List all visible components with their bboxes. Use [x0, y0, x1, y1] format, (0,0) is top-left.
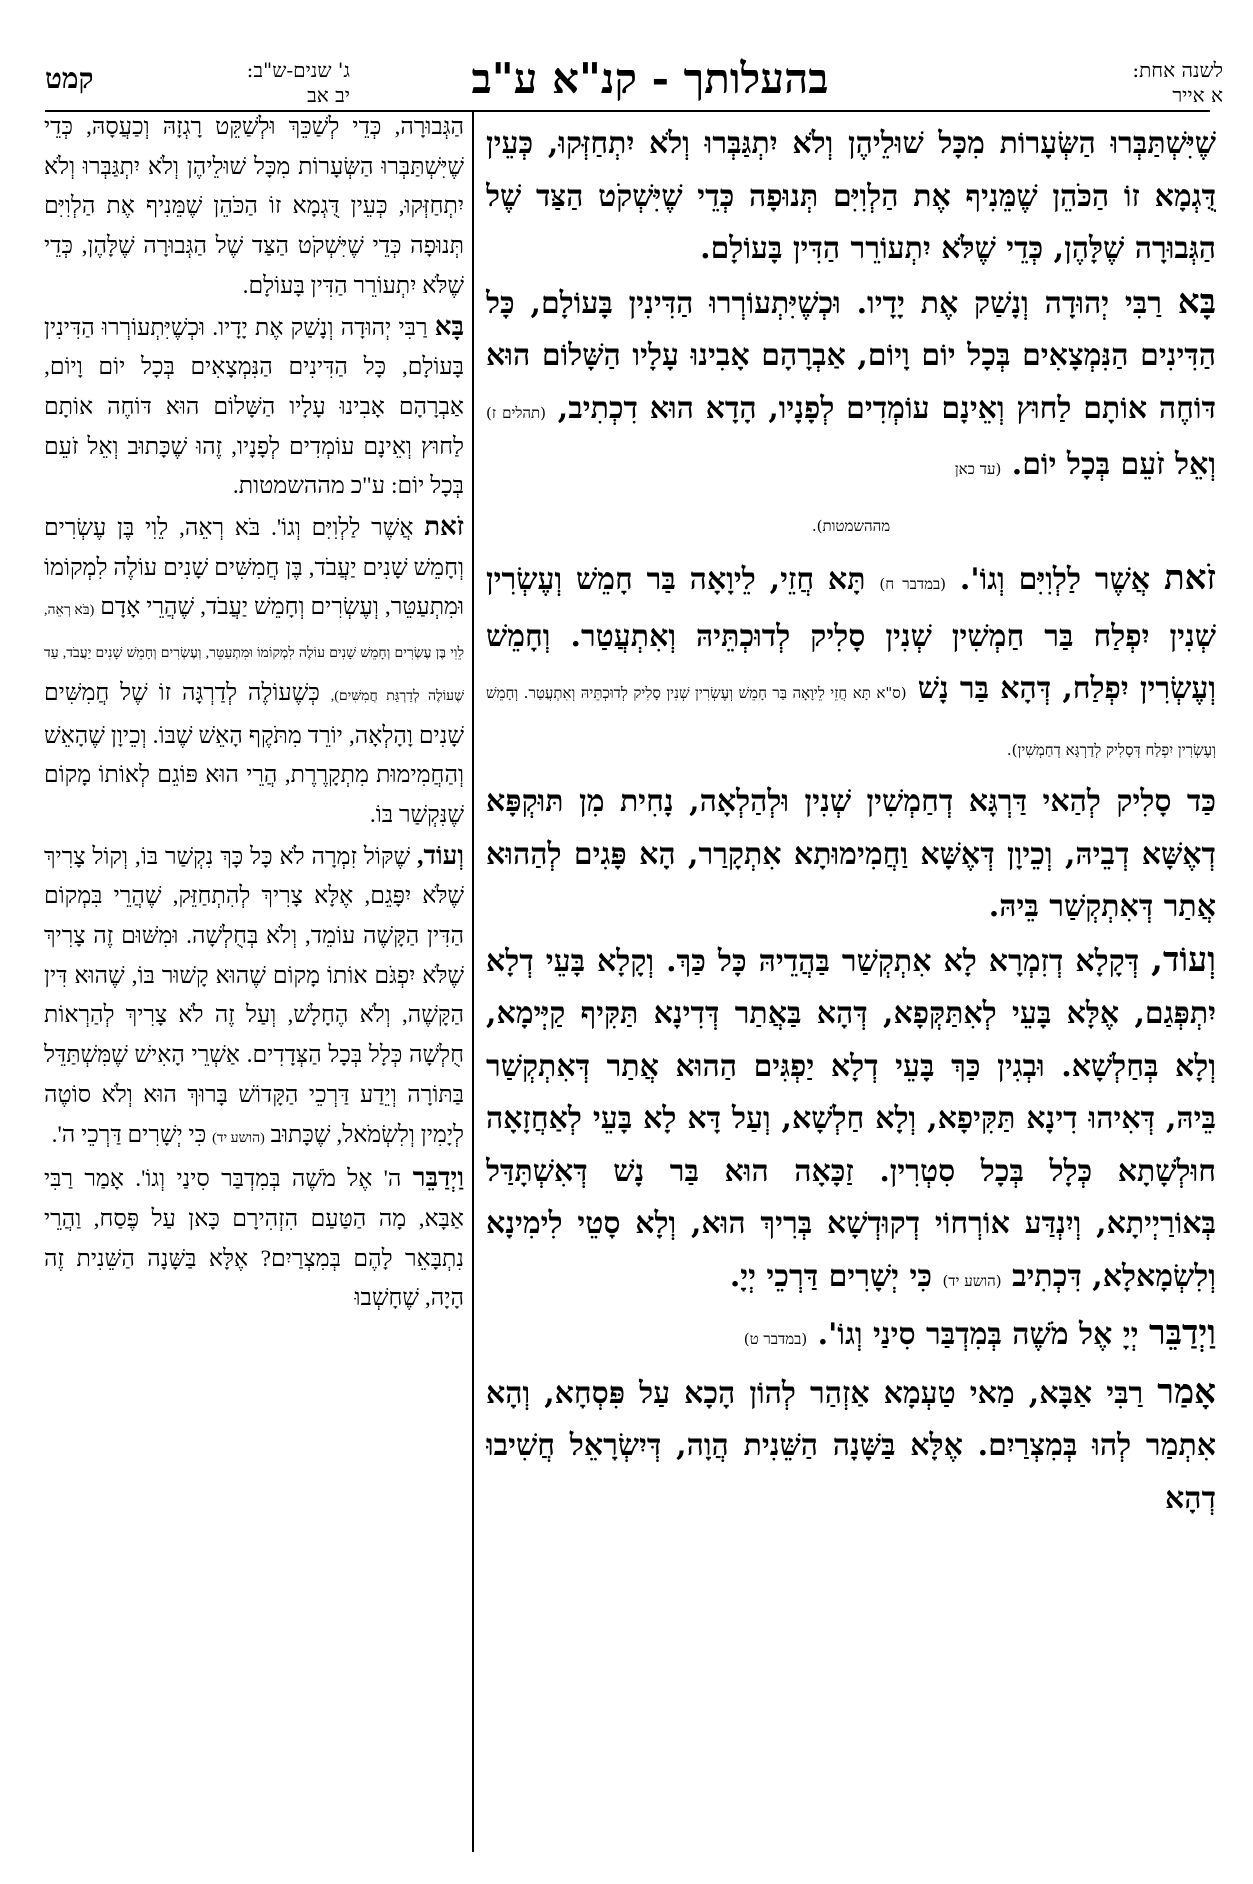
lead-word: וְעוֹד,	[416, 840, 464, 870]
verse-reference: (במדבר ט)	[743, 1330, 808, 1348]
translation-paragraph-4: וְעוֹד, שֶׁקּוֹל זִמְרָה לֹא כָּל כָּךְ נִקְשַׁר בּוֹ, וְקוֹל צָרִיךְ שֶׁלֹּא יִפָּגֵם, אֶלָּא צָרִיךְ לְהִתְחַזֵּק, שֶׁהֲרֵי בִּמְקוֹם הַדִּין הַקָּשֶׁה עוֹמֵד, וְלֹא בְּחֻלְשָׁה. וּמִשּׁוּם זֶה צָרִיךְ שֶׁלֹּא יִפְגֹּם אוֹתוֹ מָקוֹם שֶׁהוּא קָשׁוּר בּוֹ, שֶׁהוּא דִּין הַקָּשֶׁה, וְלֹא הֶחָלָשׁ, וְעַל זֶה לֹא צָרִיךְ לְהַרְאוֹת חֻלְשָׁה כְּלָל בְּכָל הַצְּדָדִים. אַשְׁרֵי הָאִישׁ שֶׁמִּשְׁתַּדֵּל בַּתּוֹרָה וְיֵדַע דַּרְכֵי הַקָּדוֹשׁ בָּרוּךְ הוּא וְלֹא סוֹטֶה לְיָמִין וְלִשְׂמֹאל, שֶׁכָּתוּב (הושע יד) כִּי יְשָׁרִים דַּרְכֵי ה'.	[44, 840, 464, 1148]
translation-paragraph-1: הַגְּבוּרָה, כְּדֵי לְשַׁכֵּךְ וּלְשַׁקֵּט רָגְזָהּ וְכַעֲסָהּ, כְּדֵי שֶׁיִּשְׁתַּבְּרוּ הַשְּׂעָרוֹת מִכָּל שׁוּלֵיהֶן וְלֹא יִתְגַּבְּרוּ וְלֹא יִתְחַזְּקוּ, כְּעֵין דֻּגְמָא זוֹ הַכֹּהֵן שֶׁמֵּנִיף אֶת הַלְוִיִּם תְּנוּפָה כְּדֵי שֶׁיִּשְׁקֹט הַצַּד שֶׁל הַגְּבוּרָה שֶׁלָּהֶן, כְּדֵי שֶׁלֹּא יִתְעוֹרֵר הַדִּין בָּעוֹלָם.	[44, 114, 464, 299]
translation-column	[44, 108, 464, 1853]
lead-word: זֹאת	[1163, 558, 1216, 598]
schedule-date-3y: יב אב	[307, 83, 350, 107]
main-paragraph-5: וְעוֹד, דְּקָלָא דְזִמְרָא לָא אִתְקְשַׁר בַּהֲדֵיהּ כָּל כַּךְ. וְקָלָא בָּעֵי דְלָא יִתְפְּגַם, אֶלָּא בָּעֵי לְאִתַּקְּפָא, דְּהָא בַּאֲתַר דְּדִינָא תַּקִּיף קַיְּימָא, וְלָא בְּחַלְשָׁא. וּבְגִין כַּךְ בָּעֵי דְלָא יַפְגִּים הַהוּא אֲתַר דְּאִתְקְשַׁר בֵּיהּ, דְּאִיהוּ דִינָא תַּקִּיפָא, וְלָא חַלְשָׁא, וְעַל דָּא לָא בָּעֵי לְאַחֲזָאָה חוּלְשָׁתָא כְּלָל בְּכָל סִטְרִין. זַכָּאָה הוּא בַּר נָשׁ דְּאִשְׁתָּדַּל בְּאוֹרַיְיתָא, וְיִנְדַּע אוֹרְחוֹי דְקוּדְשָׁא בְּרִיךְ הוּא, וְלָא סָטֵי לִימִינָא וְלִשְׂמָאלָא, דִּכְתִיב (הושע יד) כִּי יְשָׁרִים דַּרְכֵי יְיָ.	[486, 939, 1216, 1294]
column-divider	[472, 112, 474, 1852]
alternate-version-note: (ס"א תָּא חֲזֵי לֵיוָאָה בַּר חָמֵשׁ וְעֶשְׂרִין שְׁנִין סָלִיק לְדוּכְתֵּיהּ וְאִתְעֲטַר. וְחָמֵשׁ וְעֶשְׂרִין יִפְלַח דְּסָלִיק לְדַרְגָּא דְחַמְשִׁין).	[486, 684, 1216, 759]
editorial-note-end: מההשמטות).	[811, 516, 891, 535]
main-paragraph-6: וַיְדַבֵּר יְיָ אֶל מֹשֶׁה בְּמִדְבַּר סִינַי וְגוֹ'. (במדבר ט)	[743, 1313, 1216, 1353]
page-title: בהעלותך - קנ"א ע"ב	[471, 54, 829, 103]
lead-word: וַיְדַבֵּר	[1148, 1313, 1216, 1353]
page-header	[0, 0, 1253, 110]
daily-schedule-three-years	[150, 58, 350, 108]
verse-reference: (הושע יד)	[212, 1130, 265, 1146]
lead-word: וַיְדַבֵּר	[412, 1163, 464, 1193]
translation-paragraph-3: זֹאת אֲשֶׁר לַלְוִיִּם וְגוֹ'. בֹּא רְאֵה, לֵוִי בֶּן עֶשְׂרִים וְחָמֵשׁ שָׁנִים יַעֲבֹד, בֶּן חֲמִשִּׁים שָׁנִים עוֹלֶה לִמְקוֹמוֹ וּמִתְעַטֵּר, וְעֶשְׂרִים וְחָמֵשׁ יַעֲבֹד, שֶׁהֲרֵי אָדָם (בֹּא רְאֵה, לֵוִי בֶּן עֶשְׂרִים וְחָמֵשׁ שָׁנִים עוֹלֶה לִמְקוֹמוֹ וּמִתְעַטֵּר, וְעֶשְׂרִים וְחָמֵשׁ שָׁנִים יַעֲבֹד, עַד שֶׁעוֹלֶה לְדַרְגַּת חֲמִשִּׁים), כְּשֶׁעוֹלֶה לְדַרְגָּה זוֹ שֶׁל חֲמִשִּׁים שָׁנִים וָהָלְאָה, יוֹרֵד מִתֹּקֶף הָאֵשׁ שֶׁבּוֹ. וְכֵיוָן שֶׁהָאֵשׁ וְהַחֲמִימוּת מִתְקָרֶרֶת, הֲרֵי הוּא פּוֹגֵם לְאוֹתוֹ מָקוֹם שֶׁנִּקְשַׁר בּוֹ.	[44, 512, 464, 828]
verse-reference: (תהלים ז)	[486, 403, 547, 422]
schedule-label: לשנה אחת:	[1132, 58, 1223, 82]
main-paragraph-2: בָּא רַבִּי יְהוּדָה וְנָשַׁק אֶת יָדָיו. וּכְשֶׁיִּתְעוֹרְרוּ הַדִּינִין בָּעוֹלָם, כָּל הַדִּינִים הַנִּמְצָאִים בְּכָל יוֹם וָיוֹם, אַבְרָהָם אָבִינוּ עָלָיו הַשָּׁלוֹם הוּא דּוֹחֶה אוֹתָם לַחוּץ וְאֵינָם עוֹמְדִים לְפָנָיו, הָדָא הוּא דִכְתִיב, (תהלים ז) וְאֵל זֹעֵם בְּכָל יוֹם. (עד כאן	[486, 281, 1216, 482]
lead-word: אָמַר	[1157, 1371, 1216, 1412]
alternate-version-note: (בֹּא רְאֵה, לֵוִי בֶּן עֶשְׂרִים וְחָמֵשׁ שָׁנִים עוֹלֶה לִמְקוֹמוֹ וּמִתְעַטֵּר, וְעֶשְׂרִים וְחָמֵשׁ שָׁנִים יַעֲבֹד, עַד שֶׁעוֹלֶה לְדַרְגַּת חֲמִשִּׁים),	[44, 603, 464, 704]
verse-reference: (הושע יד)	[942, 1271, 1002, 1290]
schedule-date: א אייר	[1172, 83, 1223, 107]
main-text-column	[486, 118, 1216, 1853]
lead-word: בָּא	[434, 311, 464, 341]
translation-paragraph-5: וַיְדַבֵּר ה' אֶל מֹשֶׁה בְּמִדְבַּר סִינַי וְגוֹ'. אָמַר רַבִּי אַבָּא, מָה הַטַּעַם הִזְהִירָם כָּאן עַל פֶּסַח, וַהֲרֵי נִתְבָּאֵר לָהֶם בְּמִצְרַיִם? אֶלָּא בַּשָּׁנָה הַשֵּׁנִית זֶה הָיָה, שֶׁחָשְׁבוּ	[44, 1163, 464, 1312]
verse-reference: (במדבר ח)	[879, 575, 947, 593]
lead-word: זֹאת	[424, 512, 464, 542]
lead-word: בָּא	[1177, 281, 1216, 322]
schedule-label-3y: ג' שנים-ש"ב:	[246, 58, 350, 82]
main-paragraph-4: כַּד סָלִיק לְהַאי דַּרְגָּא דְחַמְשִׁין שְׁנִין וּלְהַלְאָה, נָחִית מִן תּוּקְפָּא דְאֶשָּׁא דְבֵיהּ, וְכֵיוָן דְּאֶשָּׁא וַחֲמִימוּתָא אִתְקָרַר, הָא פָּגִים לְהַהוּא אֲתַר דְּאִתְקְשַׁר בֵּיהּ.	[486, 784, 1216, 924]
main-paragraph-1: שֶׁיִּשְׁתַּבְּרוּ הַשְּׂעָרוֹת מִכָּל שׁוּלֵיהֶן וְלֹא יִתְגַּבְּרוּ וְלֹא יִתְחַזְּקוּ, כְּעֵין דֻּגְמָא זוֹ הַכֹּהֵן שֶׁמֵּנִיף אֶת הַלְוִיִּם תְּנוּפָה כְּדֵי שֶׁיִּשְׁקֹט הַצַּד שֶׁל הַגְּבוּרָה שֶׁלָּהֶן, כְּדֵי שֶׁלֹּא יִתְעוֹרֵר הַדִּין בָּעוֹלָם.	[486, 126, 1216, 266]
page-number: קמט	[45, 62, 94, 95]
translation-paragraph-2: בָּא רַבִּי יְהוּדָה וְנָשַׁק אֶת יָדָיו. וּכְשֶׁיִּתְעוֹרְרוּ הַדִּינִין בָּעוֹלָם, כָּל הַדִּינִים הַנִּמְצָאִים בְּכָל יוֹם וָיוֹם, אַבְרָהָם אָבִינוּ עָלָיו הַשָּׁלוֹם הוּא דּוֹחֶה אוֹתָם לַחוּץ וְאֵינָם עוֹמְדִים לְפָנָיו, זֶהוּ שֶׁכָּתוּב וְאֵל זֹעֵם בְּכָל יוֹם: ע"כ מההשמטות.	[44, 311, 464, 500]
editorial-note: (עד כאן	[954, 460, 1002, 478]
lead-word: וְעוֹד,	[1151, 939, 1216, 980]
main-paragraph-3: זֹאת אֲשֶׁר לַלְוִיִּם וְגוֹ'. (במדבר ח) תָּא חֲזֵי, לֵיוָאָה בַּר חָמֵשׁ וְעֶשְׂרִין שְׁנִין יִפְלַח בַּר חַמְשִׁין שְׁנִין סָלִיק לְדוּכְתֵּיהּ וְאִתְעֲטַר. וְחָמֵשׁ וְעֶשְׂרִין יִפְלַח, דְּהָא בַּר נָשׁ (ס"א תָּא חֲזֵי לֵיוָאָה בַּר חָמֵשׁ וְעֶשְׂרִין שְׁנִין סָלִיק לְדוּכְתֵּיהּ וְאִתְעֲטַר. וְחָמֵשׁ וְעֶשְׂרִין יִפְלַח דְּסָלִיק לְדַרְגָּא דְחַמְשִׁין).	[486, 558, 1216, 759]
main-paragraph-7: אָמַר רַבִּי אַבָּא, מַאי טַעְמָא אַזְהַר לְהוֹן הָכָא עַל פִּסְחָא, וְהָא אִתְמַר לְהוּ בְּמִצְרַיִם. אֶלָּא בַּשָּׁנָה הַשֵּׁנִית הֲוָה, דְּיִשְׂרָאֵל חֲשִׁיבוּ דְהָא	[486, 1371, 1216, 1516]
daily-schedule-one-year	[1033, 58, 1223, 108]
